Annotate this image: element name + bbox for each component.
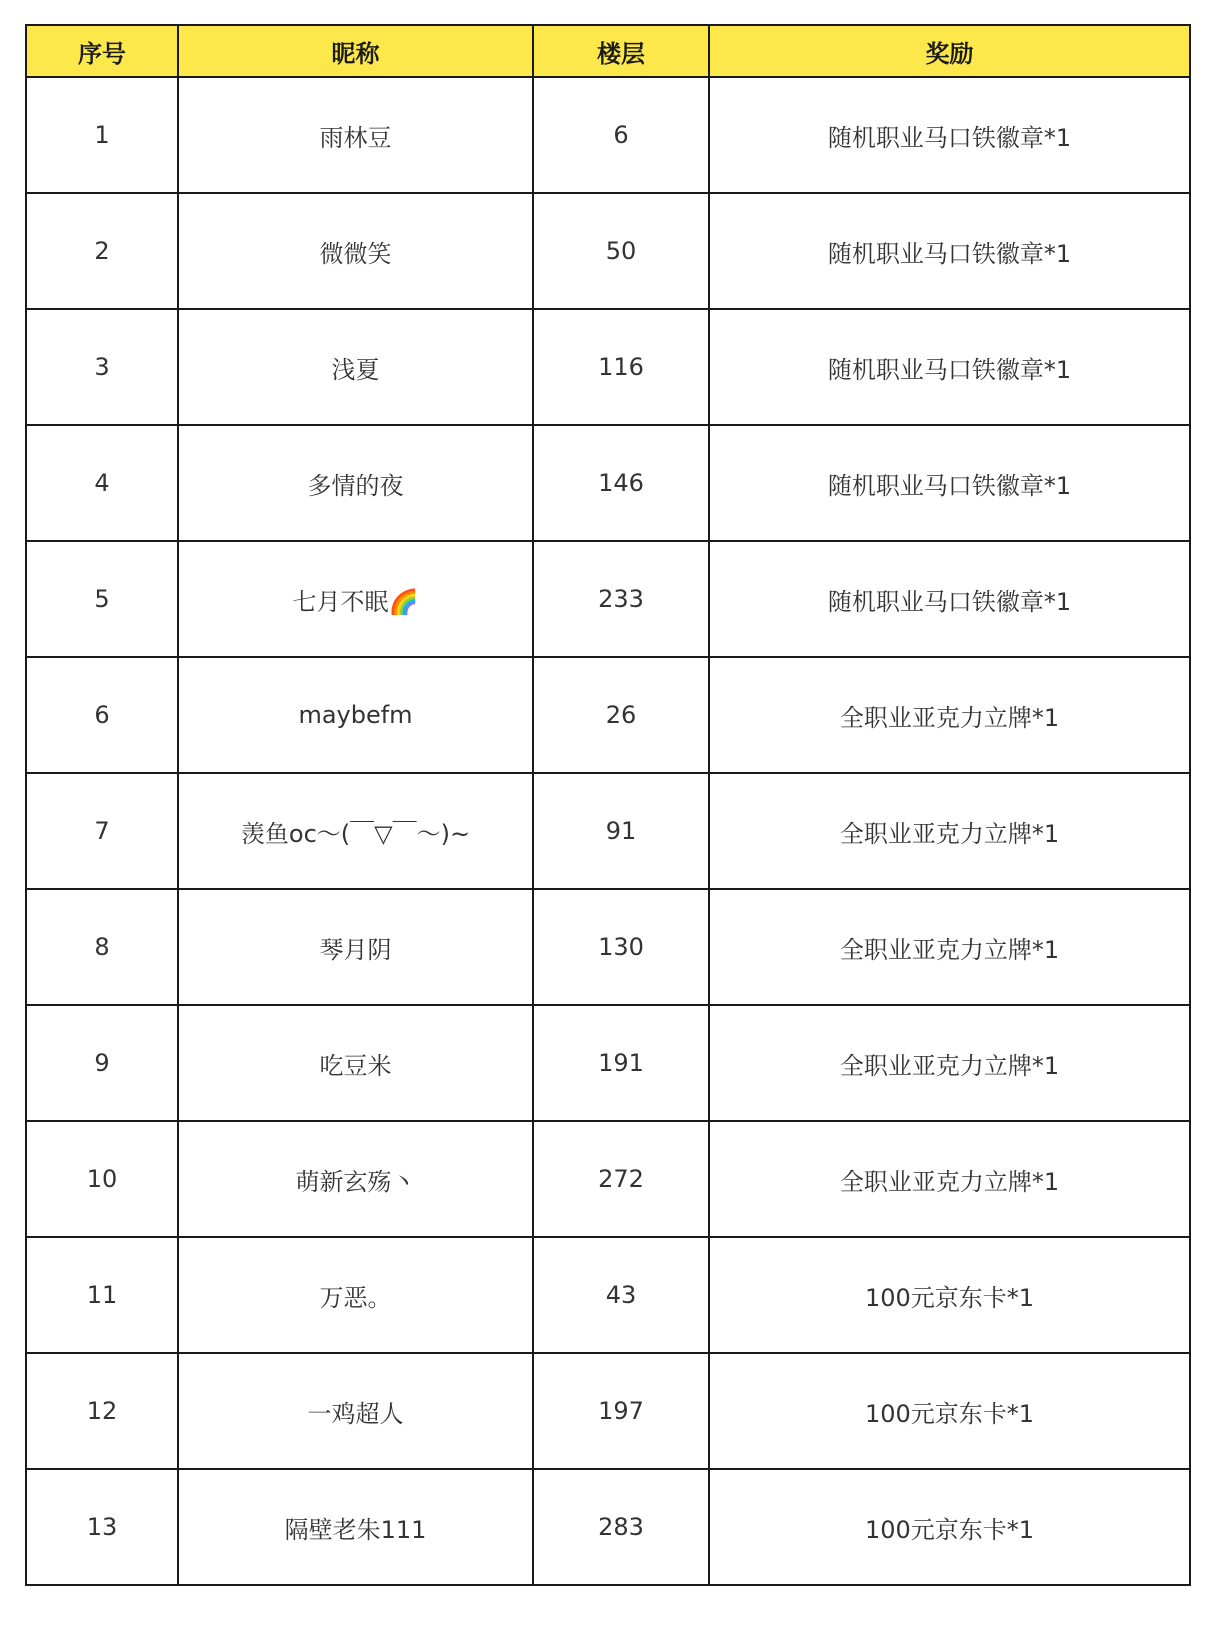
- cell-reward: 随机职业马口铁徽章*1: [709, 425, 1190, 541]
- table-row: [26, 193, 1190, 309]
- cell-nickname: 多情的夜: [178, 425, 533, 541]
- cell-nickname: 萌新玄殇丶: [178, 1121, 533, 1237]
- cell-floor: 191: [533, 1005, 709, 1121]
- cell-nickname: 万恶。: [178, 1237, 533, 1353]
- cell-reward: 全职业亚克力立牌*1: [709, 1005, 1190, 1121]
- cell-floor: 6: [533, 77, 709, 193]
- table-row: [26, 889, 1190, 1005]
- header-nickname: 昵称: [178, 25, 533, 77]
- cell-number: 13: [26, 1469, 178, 1585]
- header-number: 序号: [26, 25, 178, 77]
- cell-reward: 全职业亚克力立牌*1: [709, 889, 1190, 1005]
- cell-floor: 130: [533, 889, 709, 1005]
- cell-floor: 50: [533, 193, 709, 309]
- header-floor: 楼层: [533, 25, 709, 77]
- cell-reward: 全职业亚克力立牌*1: [709, 773, 1190, 889]
- cell-floor: 91: [533, 773, 709, 889]
- cell-number: 1: [26, 77, 178, 193]
- cell-reward: 100元京东卡*1: [709, 1353, 1190, 1469]
- cell-number: 8: [26, 889, 178, 1005]
- header-row: [26, 25, 1190, 77]
- table-row: [26, 1353, 1190, 1469]
- cell-nickname: 雨林豆: [178, 77, 533, 193]
- table-row: [26, 541, 1190, 657]
- cell-floor: 272: [533, 1121, 709, 1237]
- cell-nickname: 羡鱼oc～(￣▽￣～)~: [178, 773, 533, 889]
- table-row: [26, 1469, 1190, 1585]
- cell-reward: 随机职业马口铁徽章*1: [709, 309, 1190, 425]
- table-row: [26, 1121, 1190, 1237]
- cell-nickname: 一鸡超人: [178, 1353, 533, 1469]
- cell-nickname: 吃豆米: [178, 1005, 533, 1121]
- cell-number: 7: [26, 773, 178, 889]
- table-row: [26, 1005, 1190, 1121]
- cell-floor: 146: [533, 425, 709, 541]
- cell-nickname: 浅夏: [178, 309, 533, 425]
- table-row: [26, 425, 1190, 541]
- cell-number: 12: [26, 1353, 178, 1469]
- table-row: [26, 309, 1190, 425]
- cell-reward: 100元京东卡*1: [709, 1469, 1190, 1585]
- cell-floor: 197: [533, 1353, 709, 1469]
- cell-number: 9: [26, 1005, 178, 1121]
- cell-number: 11: [26, 1237, 178, 1353]
- table-row: [26, 77, 1190, 193]
- table-row: [26, 657, 1190, 773]
- cell-nickname: 七月不眠🌈: [178, 541, 533, 657]
- table-row: [26, 773, 1190, 889]
- cell-floor: 233: [533, 541, 709, 657]
- cell-reward: 随机职业马口铁徽章*1: [709, 541, 1190, 657]
- cell-nickname: 琴月阴: [178, 889, 533, 1005]
- cell-nickname: 隔壁老朱111: [178, 1469, 533, 1585]
- header-reward: 奖励: [709, 25, 1190, 77]
- cell-number: 6: [26, 657, 178, 773]
- cell-reward: 全职业亚克力立牌*1: [709, 657, 1190, 773]
- cell-floor: 26: [533, 657, 709, 773]
- winners-table: [25, 24, 1191, 1586]
- cell-reward: 随机职业马口铁徽章*1: [709, 77, 1190, 193]
- cell-floor: 116: [533, 309, 709, 425]
- cell-reward: 100元京东卡*1: [709, 1237, 1190, 1353]
- table-header: [26, 25, 1190, 77]
- cell-number: 10: [26, 1121, 178, 1237]
- cell-number: 2: [26, 193, 178, 309]
- cell-nickname: 微微笑: [178, 193, 533, 309]
- cell-reward: 随机职业马口铁徽章*1: [709, 193, 1190, 309]
- cell-number: 5: [26, 541, 178, 657]
- cell-floor: 283: [533, 1469, 709, 1585]
- cell-number: 4: [26, 425, 178, 541]
- cell-reward: 全职业亚克力立牌*1: [709, 1121, 1190, 1237]
- cell-number: 3: [26, 309, 178, 425]
- table-row: [26, 1237, 1190, 1353]
- table-body: [26, 77, 1190, 1585]
- cell-floor: 43: [533, 1237, 709, 1353]
- cell-nickname: maybefm: [178, 657, 533, 773]
